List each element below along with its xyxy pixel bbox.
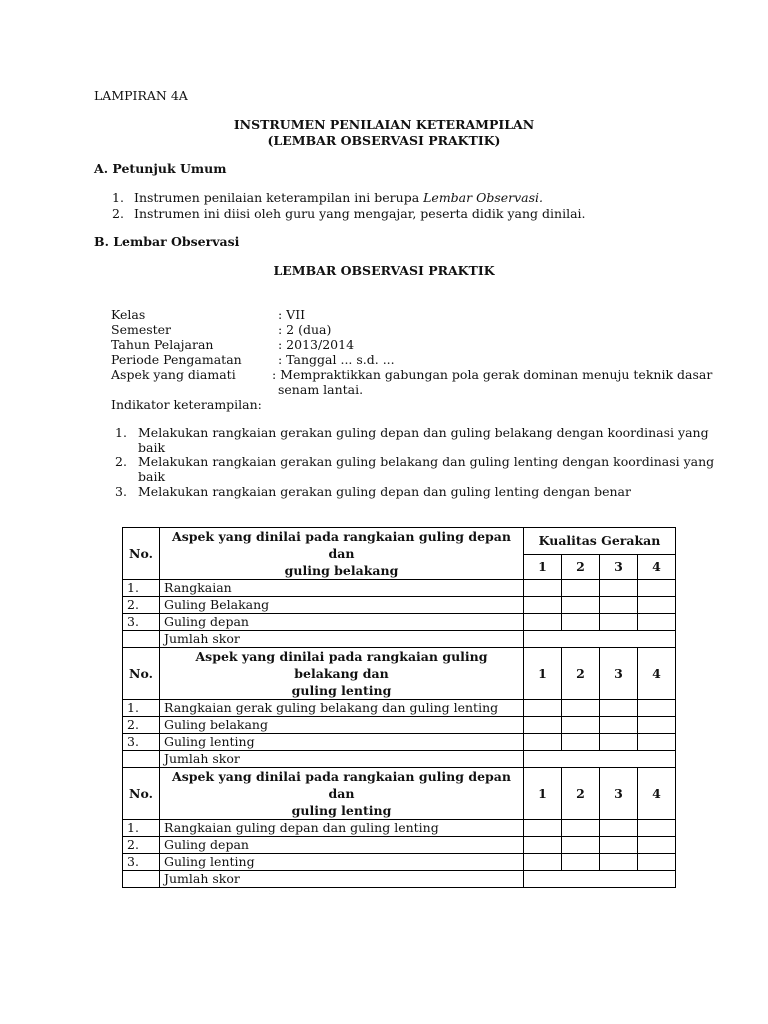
petunjuk-text-2: Instrumen ini diisi oleh guru yang mengajar, peserta didik yang dinilai. bbox=[134, 206, 586, 221]
indikator-num-3: 3. bbox=[115, 484, 127, 499]
indikator-label: Indikator keterampilan: bbox=[111, 397, 262, 412]
header-kualitas: Kualitas Gerakan bbox=[524, 528, 676, 555]
score-cell[interactable] bbox=[600, 717, 638, 734]
jumlah-row bbox=[123, 631, 676, 648]
header-aspek-1-line2: guling belakang bbox=[284, 563, 399, 578]
info-value-aspek-cont: senam lantai. bbox=[278, 382, 364, 397]
score-cell[interactable] bbox=[524, 597, 562, 614]
header-aspek-2-line1: Aspek yang dinilai pada rangkaian guling belakang dan bbox=[195, 649, 488, 681]
row-no: 3. bbox=[123, 614, 160, 631]
doc-title-line1: INSTRUMEN PENILAIAN KETERAMPILAN bbox=[233, 117, 535, 132]
row-no: 2. bbox=[123, 837, 160, 854]
header-aspek-3-line1: Aspek yang dinilai pada rangkaian guling depan dan bbox=[172, 769, 511, 801]
sheet-title: LEMBAR OBSERVASI PRAKTIK bbox=[273, 263, 495, 278]
row-aspect: Rangkaian bbox=[160, 580, 524, 597]
score-cell[interactable] bbox=[524, 820, 562, 837]
score-cell[interactable] bbox=[638, 614, 676, 631]
petunjuk-num-2: 2. bbox=[112, 206, 124, 221]
info-label-kelas: Kelas bbox=[111, 307, 146, 322]
score-header-2: 2 bbox=[562, 554, 600, 579]
score-cell[interactable] bbox=[600, 597, 638, 614]
row-no: 2. bbox=[123, 597, 160, 614]
header-aspek-1-line1: Aspek yang dinilai pada rangkaian guling depan dan bbox=[172, 529, 511, 561]
header-aspek-1 bbox=[160, 528, 524, 580]
header-aspek-3 bbox=[160, 768, 524, 820]
table-row bbox=[123, 820, 676, 837]
header-aspek-2 bbox=[160, 648, 524, 700]
row-aspect: Rangkaian gerak guling belakang dan guling lenting bbox=[160, 700, 524, 717]
score-cell[interactable] bbox=[638, 854, 676, 871]
score-cell[interactable] bbox=[562, 854, 600, 871]
score-cell[interactable] bbox=[562, 820, 600, 837]
score-header-2: 2 bbox=[562, 648, 600, 700]
row-no: 3. bbox=[123, 854, 160, 871]
header-no: No. bbox=[123, 648, 160, 700]
row-no-empty bbox=[123, 751, 160, 768]
doc-title-line2: (LEMBAR OBSERVASI PRAKTIK) bbox=[267, 133, 501, 148]
score-header-4: 4 bbox=[638, 648, 676, 700]
info-value-kelas: : VII bbox=[278, 307, 306, 322]
table-group-header-row bbox=[123, 648, 676, 700]
score-cell[interactable] bbox=[600, 580, 638, 597]
row-aspect: Guling depan bbox=[160, 837, 524, 854]
score-header-1: 1 bbox=[524, 648, 562, 700]
score-cell[interactable] bbox=[600, 734, 638, 751]
score-cell[interactable] bbox=[600, 700, 638, 717]
score-cell[interactable] bbox=[562, 700, 600, 717]
info-label-aspek: Aspek yang diamati bbox=[111, 367, 236, 382]
info-value-aspek: : Mempraktikkan gabungan pola gerak dominan menuju teknik dasar bbox=[272, 367, 713, 382]
score-cell[interactable] bbox=[600, 614, 638, 631]
score-cell[interactable] bbox=[638, 837, 676, 854]
jumlah-cell[interactable] bbox=[524, 751, 676, 768]
petunjuk-text-1: Instrumen penilaian keterampilan ini berupa Lembar Observasi. bbox=[134, 190, 544, 205]
indikator-text-1-cont: baik bbox=[138, 440, 166, 455]
score-cell[interactable] bbox=[524, 700, 562, 717]
header-no: No. bbox=[123, 768, 160, 820]
row-no-empty bbox=[123, 631, 160, 648]
row-no-empty bbox=[123, 871, 160, 888]
score-cell[interactable] bbox=[524, 717, 562, 734]
header-aspek-2-line2: guling lenting bbox=[291, 683, 392, 698]
petunjuk-num-1: 1. bbox=[112, 190, 124, 205]
jumlah-cell[interactable] bbox=[524, 631, 676, 648]
info-label-periode: Periode Pengamatan bbox=[111, 352, 242, 367]
score-cell[interactable] bbox=[600, 820, 638, 837]
info-label-tahun: Tahun Pelajaran bbox=[111, 337, 214, 352]
info-label-semester: Semester bbox=[111, 322, 172, 337]
row-no: 1. bbox=[123, 580, 160, 597]
lampiran-label: LAMPIRAN 4A bbox=[94, 88, 188, 103]
header-aspek-3-line2: guling lenting bbox=[291, 803, 392, 818]
table-row bbox=[123, 614, 676, 631]
row-no: 1. bbox=[123, 700, 160, 717]
section-a-heading: A. Petunjuk Umum bbox=[94, 161, 227, 176]
score-cell[interactable] bbox=[638, 717, 676, 734]
table-group-header-row bbox=[123, 768, 676, 820]
section-b-heading: B. Lembar Observasi bbox=[94, 234, 240, 249]
score-cell[interactable] bbox=[638, 580, 676, 597]
info-value-tahun: : 2013/2014 bbox=[278, 337, 355, 352]
jumlah-label: Jumlah skor bbox=[160, 751, 524, 768]
header-no: No. bbox=[123, 528, 160, 580]
score-header-3: 3 bbox=[600, 648, 638, 700]
score-cell[interactable] bbox=[562, 614, 600, 631]
score-cell[interactable] bbox=[524, 837, 562, 854]
jumlah-cell[interactable] bbox=[524, 871, 676, 888]
score-cell[interactable] bbox=[524, 580, 562, 597]
score-cell[interactable] bbox=[524, 734, 562, 751]
score-cell[interactable] bbox=[638, 820, 676, 837]
row-aspect: Rangkaian guling depan dan guling lenting bbox=[160, 820, 524, 837]
table-row bbox=[123, 734, 676, 751]
indikator-text-2-cont: baik bbox=[138, 469, 166, 484]
info-value-semester: : 2 (dua) bbox=[278, 322, 332, 337]
indikator-num-2: 2. bbox=[115, 454, 127, 469]
score-header-1: 1 bbox=[524, 768, 562, 820]
table-row bbox=[123, 700, 676, 717]
score-cell[interactable] bbox=[638, 734, 676, 751]
indikator-num-1: 1. bbox=[115, 425, 127, 440]
jumlah-label: Jumlah skor bbox=[160, 631, 524, 648]
row-no: 1. bbox=[123, 820, 160, 837]
score-cell[interactable] bbox=[562, 580, 600, 597]
score-cell[interactable] bbox=[524, 614, 562, 631]
score-header-3: 3 bbox=[600, 554, 638, 579]
score-header-4: 4 bbox=[638, 554, 676, 579]
row-aspect: Guling depan bbox=[160, 614, 524, 631]
table-header-row bbox=[123, 528, 676, 555]
score-cell[interactable] bbox=[562, 597, 600, 614]
score-cell[interactable] bbox=[638, 700, 676, 717]
table-row bbox=[123, 580, 676, 597]
petunjuk-italic-1: Lembar Observasi. bbox=[423, 190, 544, 205]
observation-table bbox=[122, 527, 676, 888]
score-cell[interactable] bbox=[524, 854, 562, 871]
score-header-2: 2 bbox=[562, 768, 600, 820]
table-row bbox=[123, 837, 676, 854]
info-value-periode: : Tanggal ... s.d. ... bbox=[278, 352, 395, 367]
row-aspect: Guling belakang bbox=[160, 717, 524, 734]
jumlah-row bbox=[123, 871, 676, 888]
indikator-text-3: Melakukan rangkaian gerakan guling depan dan guling lenting dengan benar bbox=[138, 484, 631, 499]
score-cell[interactable] bbox=[562, 837, 600, 854]
score-cell[interactable] bbox=[562, 734, 600, 751]
row-no: 2. bbox=[123, 717, 160, 734]
row-no: 3. bbox=[123, 734, 160, 751]
row-aspect: Guling lenting bbox=[160, 734, 524, 751]
score-cell[interactable] bbox=[562, 717, 600, 734]
jumlah-row bbox=[123, 751, 676, 768]
score-header-4: 4 bbox=[638, 768, 676, 820]
table-row bbox=[123, 854, 676, 871]
indikator-text-2: Melakukan rangkaian gerakan guling belakang dan guling lenting dengan koordinasi yang bbox=[138, 454, 715, 469]
score-cell[interactable] bbox=[600, 854, 638, 871]
score-header-1: 1 bbox=[524, 554, 562, 579]
row-aspect: Guling lenting bbox=[160, 854, 524, 871]
score-cell[interactable] bbox=[600, 837, 638, 854]
table-row bbox=[123, 597, 676, 614]
row-aspect: Guling Belakang bbox=[160, 597, 524, 614]
jumlah-label: Jumlah skor bbox=[160, 871, 524, 888]
score-cell[interactable] bbox=[638, 597, 676, 614]
score-header-3: 3 bbox=[600, 768, 638, 820]
indikator-text-1: Melakukan rangkaian gerakan guling depan dan guling belakang dengan koordinasi yang bbox=[138, 425, 709, 440]
table-row bbox=[123, 717, 676, 734]
